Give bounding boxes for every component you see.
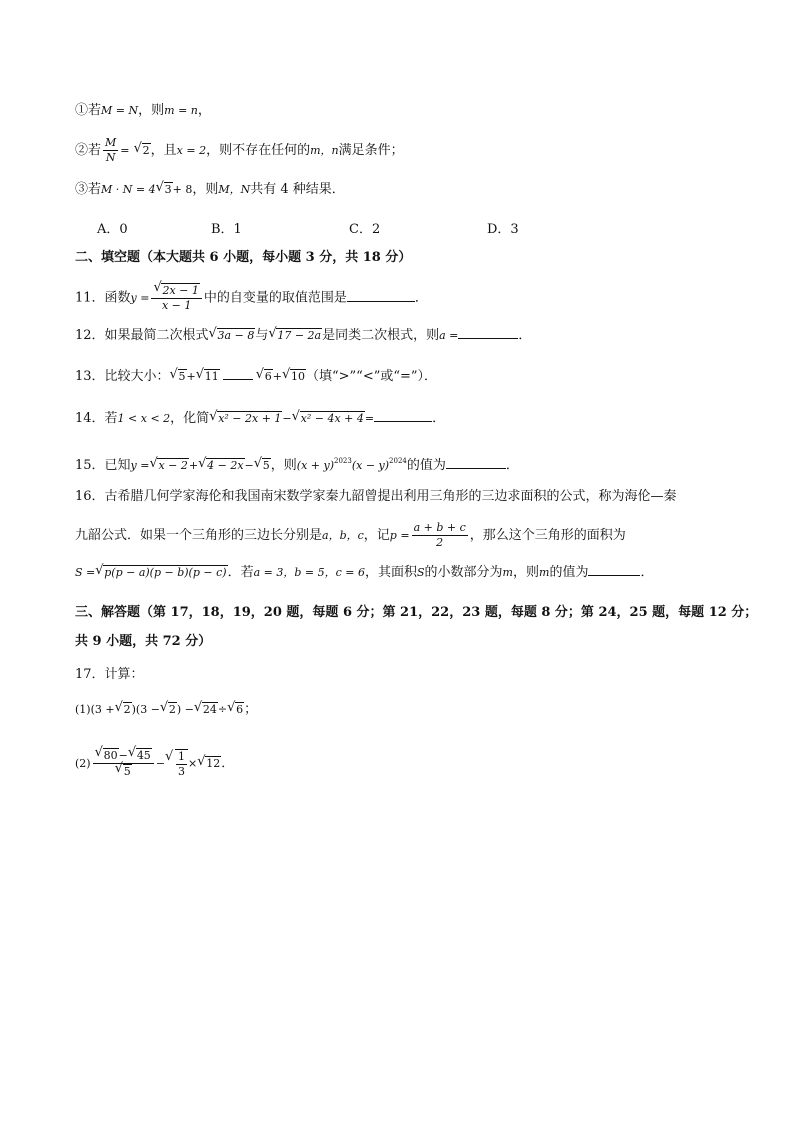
option-a: A．0	[97, 222, 128, 237]
radicand: 2	[123, 703, 131, 716]
equals-sign: =	[364, 412, 375, 425]
statement-3-then: ，则	[192, 182, 219, 197]
plus-sign: +	[188, 459, 199, 472]
statement-2	[75, 136, 404, 165]
q11-fraction	[151, 283, 201, 313]
q15-sqrt-2	[199, 456, 244, 476]
q16-text-b: ，记	[363, 528, 390, 543]
section-2-heading: 二、填空题（本大题共 6 小题，每小题 3 分，共 18 分）	[75, 250, 412, 265]
question-14	[75, 409, 445, 429]
q16-p-fraction	[412, 521, 468, 550]
q16-heron-sqrt	[96, 563, 227, 583]
q14-sqrt-1	[210, 409, 282, 429]
q14-end: ．	[432, 411, 446, 426]
q15-end: ．	[505, 458, 519, 473]
p1-sqrt-6	[228, 700, 244, 720]
answer-blank[interactable]	[223, 367, 253, 380]
q14-condition: 1 < x < 2	[117, 412, 171, 425]
option-c: C．2	[349, 222, 381, 237]
q15-sqrt-5	[255, 456, 271, 476]
statement-1-end: ，	[197, 103, 211, 118]
q13-sqrt-6	[257, 367, 273, 387]
radicand: x − 2	[158, 459, 188, 472]
minus-sign: −	[155, 757, 166, 770]
radicand: 2	[142, 144, 150, 157]
question-17-part-1	[75, 700, 257, 720]
q12-and: 与	[255, 328, 269, 343]
radicand: 6	[236, 703, 244, 716]
q15-base-1: (x + y)	[296, 459, 334, 472]
radicand: 2x − 1	[162, 284, 199, 297]
q13-instruction: （填“>”“<”或“=”）．	[305, 369, 438, 384]
q16-abc: a，b，c	[322, 529, 364, 542]
plus-sign: +	[186, 370, 196, 383]
radicand: 10	[290, 370, 305, 383]
q15-base-2: (x − y)	[351, 459, 390, 472]
p2-fraction-1	[93, 748, 154, 779]
divide-sign: ÷	[217, 703, 228, 716]
q16-text-h: 的值为	[549, 565, 589, 580]
q15-exponent-2: 2024	[389, 457, 407, 465]
q15-value-is: 的值为	[406, 458, 446, 473]
p1-sqrt-24	[195, 700, 218, 720]
q15-lead: 15．已知	[75, 458, 131, 473]
p1-expr-a: (3 +	[90, 703, 115, 716]
q11-denominator: x − 1	[161, 299, 192, 312]
p1-sqrt-2a	[116, 700, 132, 720]
q11-lead: 11．函数	[75, 290, 131, 306]
question-16-line-2	[75, 521, 626, 550]
radicand: 80	[103, 749, 118, 762]
statement-1-then: ，则	[138, 103, 165, 118]
option-d: D．3	[487, 222, 519, 237]
q16-text-g: ，则	[512, 565, 539, 580]
q16-m: m	[502, 566, 513, 579]
q14-simplify: ，化简	[170, 411, 210, 426]
statement-1	[75, 101, 211, 121]
p2-sqrt-12	[198, 754, 221, 774]
q16-text-c: ，那么这个三角形的面积为	[469, 528, 626, 543]
q15-then: ，则	[270, 458, 297, 473]
radicand: p(p − a)(p − b)(p − c)	[104, 566, 227, 579]
answer-blank[interactable]	[446, 456, 506, 469]
q11-end: ．	[414, 290, 428, 306]
statement-3-lead: ③若	[75, 182, 102, 197]
radicand: x² − 2x + 1	[218, 412, 282, 425]
minus-sign: −	[244, 459, 254, 472]
q16-text-f: 的小数部分为	[424, 565, 503, 580]
q16-text-d: ．若	[227, 565, 254, 580]
statement-3-end: 共有 4 种结果．	[250, 182, 345, 197]
q13-lead: 13．比较大小：	[75, 369, 170, 384]
sqrt-2	[135, 141, 151, 161]
q12-a-eq: a =	[439, 329, 459, 342]
question-15	[75, 451, 519, 476]
statement-3	[75, 180, 345, 200]
answer-blank[interactable]	[458, 326, 518, 339]
q12-lead: 12．如果最简二次根式	[75, 328, 209, 343]
question-12	[75, 326, 531, 346]
q14-lead: 14．若	[75, 411, 118, 426]
p2-sqrt-5	[116, 764, 132, 779]
fraction-numerator: a + b + c	[413, 521, 466, 534]
q16-p-eq: p =	[389, 529, 410, 542]
p2-sqrt-45	[129, 748, 152, 763]
q12-text: 是同类二次根式，则	[322, 328, 440, 343]
q15-exponent-1: 2023	[334, 457, 352, 465]
question-11	[75, 283, 428, 313]
statement-2-lead: ②若	[75, 143, 102, 158]
minus-sign: −	[282, 412, 292, 425]
p1-end: ；	[244, 702, 258, 717]
radicand: 4 − 2x	[207, 459, 244, 472]
section-3-heading-line-2: 共 9 小题，共 72 分）	[75, 634, 212, 649]
sqrt-3	[157, 180, 173, 200]
fraction-denominator: N	[105, 151, 116, 164]
math-M-N: M，N	[218, 183, 251, 196]
statement-1-lead: ①若	[75, 103, 102, 118]
minus-sign: −	[118, 749, 128, 762]
q16-S: S	[416, 566, 425, 579]
q12-end: ．	[518, 328, 532, 343]
radicand: 11	[204, 370, 219, 383]
q15-sqrt-1	[150, 456, 188, 476]
fraction-m-over-n	[103, 136, 118, 165]
q15-y: y =	[130, 459, 150, 472]
q13-sqrt-11	[197, 367, 220, 387]
math-m-eq-n-lower: m = n	[164, 104, 198, 117]
q12-sqrt-1	[210, 326, 256, 346]
radicand: 24	[202, 703, 217, 716]
p1-sqrt-2b	[161, 700, 177, 720]
math-m-eq-n: M = N	[101, 104, 139, 117]
math-plus-8: + 8	[172, 183, 193, 196]
statement-2-and: ，且	[150, 143, 177, 158]
answer-blank[interactable]	[374, 409, 432, 422]
math-m-n: m，n	[310, 144, 339, 157]
fraction-denominator: 2	[436, 536, 444, 549]
p1-expr-b: )(3 −	[131, 703, 160, 716]
answer-blank[interactable]	[588, 563, 640, 576]
plus-sign: +	[272, 370, 282, 383]
q16-values: a = 3，b = 5，c = 6	[253, 566, 365, 579]
math-product: M · N = 4	[101, 183, 156, 196]
q16-end: ．	[640, 565, 654, 580]
q12-sqrt-2	[269, 326, 322, 346]
q11-text: 中的自变量的取值范围是	[203, 290, 347, 306]
radicand: 3a − 8	[217, 329, 255, 342]
radicand: 5	[123, 765, 131, 778]
radicand: 6	[264, 370, 272, 383]
q16-m-2: m	[539, 566, 550, 579]
equals-sign: =	[120, 144, 130, 157]
question-13	[75, 367, 437, 387]
answer-blank[interactable]	[347, 289, 415, 302]
question-17-part-2	[75, 748, 234, 779]
fraction-numerator: M	[105, 136, 117, 149]
question-16-line-1: 16．古希腊几何学家海伦和我国南宋数学家秦九韶曾提出利用三角形的三边求面积的公式，称为海伦—秦	[75, 489, 677, 504]
times-sign: ×	[188, 757, 198, 770]
section-3-heading-line-1: 三、解答题（第 17，18，19，20 题，每题 6 分；第 21，22，23 题，每题 8 分；第 24，25 题，每题 12 分；	[75, 605, 758, 620]
radicand: 5	[262, 459, 270, 472]
q16-s-eq: S =	[75, 566, 96, 579]
question-16-line-3	[75, 563, 653, 583]
p2-end: ．	[221, 756, 235, 771]
q13-sqrt-5	[171, 367, 187, 387]
radicand: 5	[178, 370, 186, 383]
statement-2-text: ，则不存在任何的	[206, 143, 311, 158]
question-17-title: 17．计算：	[75, 667, 144, 682]
radicand: 45	[136, 749, 151, 762]
fraction-denominator: 3	[178, 764, 186, 778]
p2-sqrt-one-third	[166, 749, 188, 779]
q16-text-a: 九韶公式．如果一个三角形的三边长分别是	[75, 528, 323, 543]
q11-y: y =	[130, 291, 150, 305]
radicand: 12	[206, 757, 221, 770]
option-b: B．1	[211, 222, 242, 237]
q14-sqrt-2	[293, 409, 365, 429]
q16-text-e: ，其面积	[364, 565, 417, 580]
p1-expr-c: ) −	[176, 703, 194, 716]
radicand: 2	[168, 703, 176, 716]
part-2-label: (2)	[75, 757, 91, 770]
math-x-eq-2: x = 2	[176, 144, 207, 157]
part-1-label: (1)	[75, 703, 91, 716]
radicand: x² − 4x + 4	[300, 412, 364, 425]
q13-sqrt-10	[283, 367, 306, 387]
radicand: 3	[164, 183, 172, 196]
fraction-numerator: √ 1	[178, 749, 186, 763]
statement-2-end: 满足条件；	[338, 143, 404, 158]
radicand: 17 − 2a	[277, 329, 322, 342]
q11-sqrt	[154, 283, 199, 298]
